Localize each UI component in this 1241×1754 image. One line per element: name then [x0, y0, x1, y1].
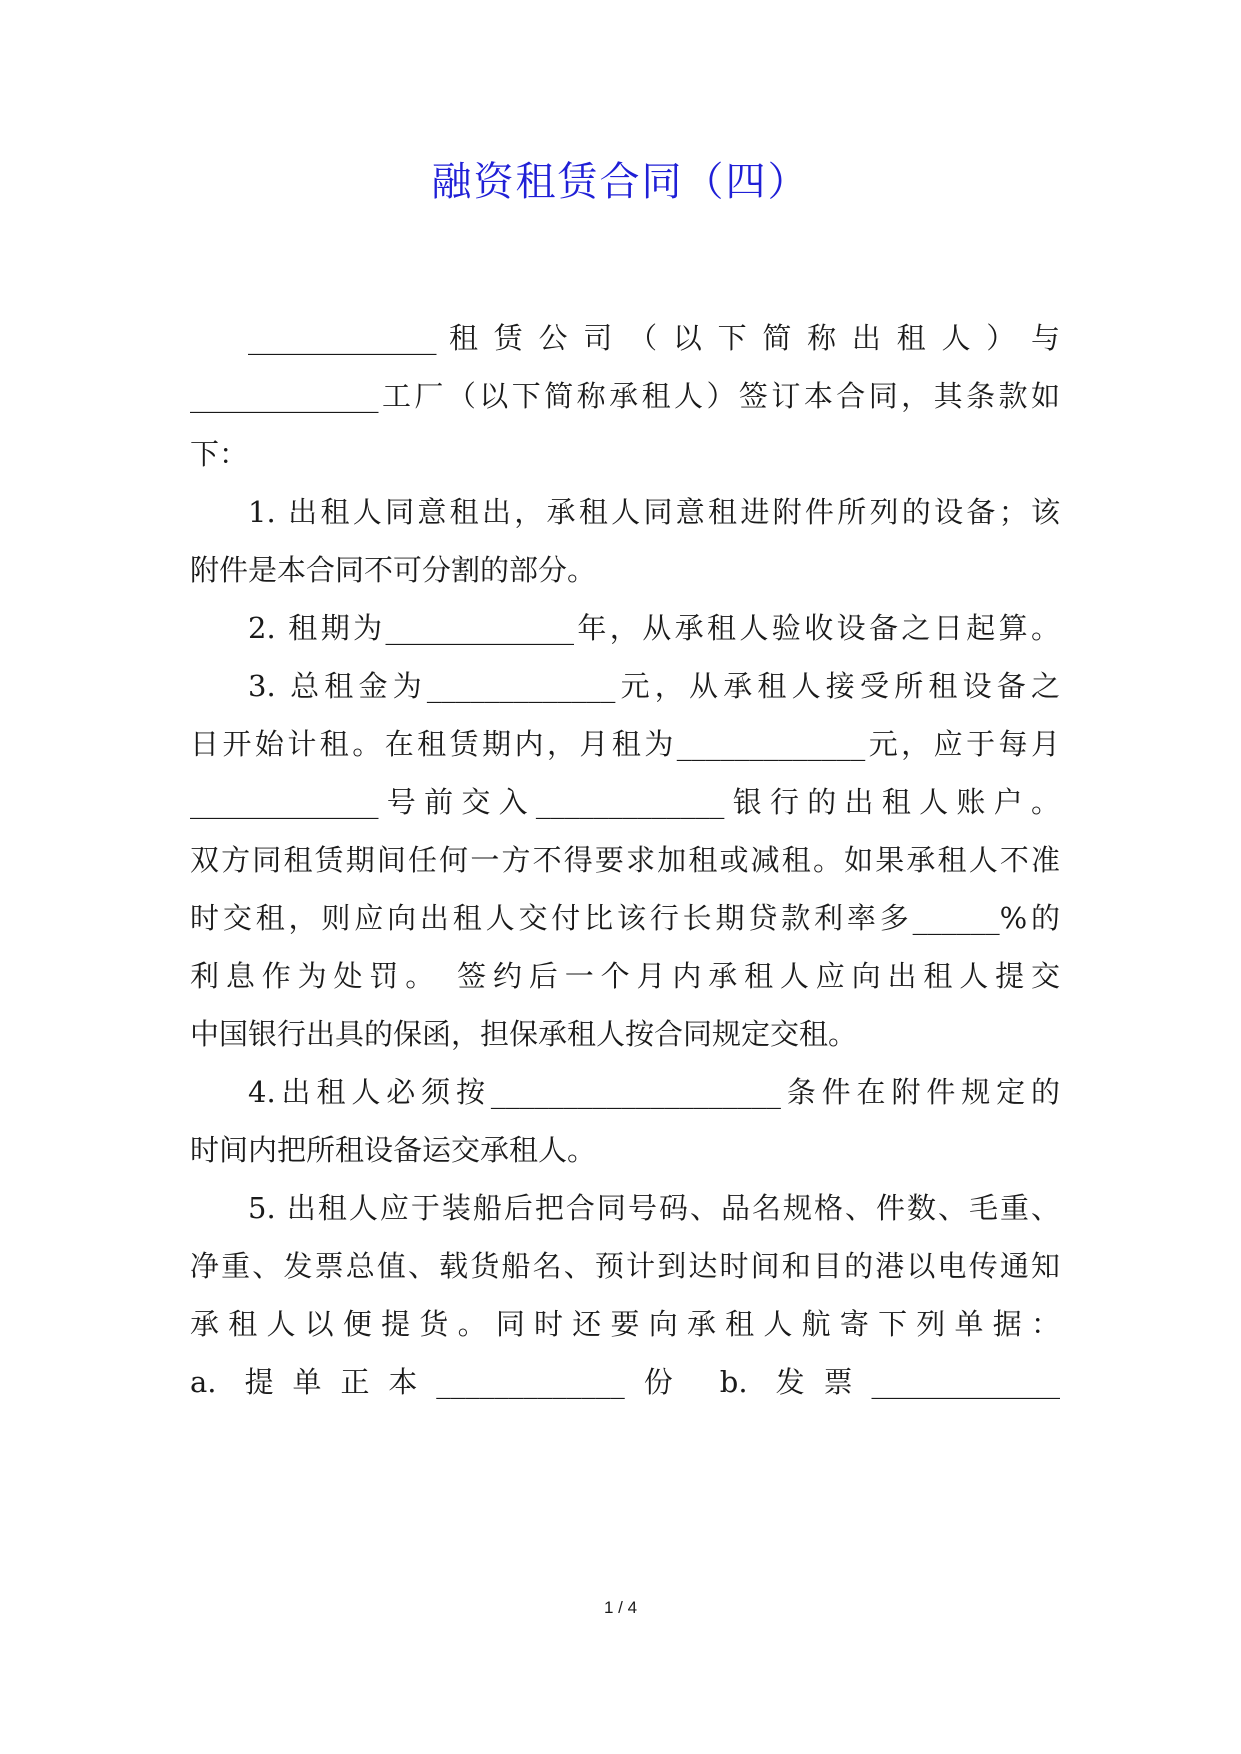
text-line: 双方同租赁期间任何一方不得要求加租或减租。如果承租人不准: [190, 843, 1060, 877]
text-line: _____________工厂（以下简称承租人）签订本合同，其条款如: [190, 379, 1060, 413]
clause-5-line: 5. 出租人应于装船后把合同号码、品名规格、件数、毛重、: [248, 1191, 1060, 1225]
text-line: 时交租，则应向出租人交付比该行长期贷款利率多______%的: [190, 901, 1060, 935]
text-line: 净重、发票总值、载货船名、预计到达时间和目的港以电传通知: [190, 1249, 1060, 1283]
clause-3-line: 3. 总租金为_____________元，从承租人接受所租设备之: [248, 669, 1060, 703]
text-line: 下：: [190, 437, 249, 471]
text-line: 中国银行出具的保函，担保承租人按合同规定交租。: [190, 1017, 858, 1051]
page-number: 1 / 4: [603, 1598, 638, 1617]
clause-4-line: 4.出租人必须按____________________条件在附件规定的: [248, 1075, 1060, 1109]
text-line: 附件是本合同不可分割的部分。: [190, 553, 597, 587]
text-line: a. 提单正本_____________份 b. 发票_____________: [190, 1365, 1060, 1399]
clause-2-line: 2. 租期为_____________年，从承租人验收设备之日起算。: [248, 611, 1060, 645]
text-line: 利息作为处罚。 签约后一个月内承租人应向出租人提交: [190, 959, 1060, 993]
text-line: _____________ 租 赁 公 司 （ 以 下 简 称 出 租 人 ） 与: [248, 321, 1060, 355]
clause-1-line: 1. 出租人同意租出，承租人同意租进附件所列的设备；该: [248, 495, 1060, 529]
document-title: 融资租赁合同（四）: [431, 159, 810, 205]
text-line: 时间内把所租设备运交承租人。: [190, 1133, 597, 1167]
text-line: 承 租 人 以 便 提 货 。 同 时 还 要 向 承 租 人 航 寄 下 列 单 据 ：: [190, 1307, 1060, 1341]
text-line: _____________号前交入_____________银行的出租人账户。: [190, 785, 1060, 819]
text-line: 日开始计租。在租赁期内，月租为_____________元，应于每月: [190, 727, 1060, 761]
